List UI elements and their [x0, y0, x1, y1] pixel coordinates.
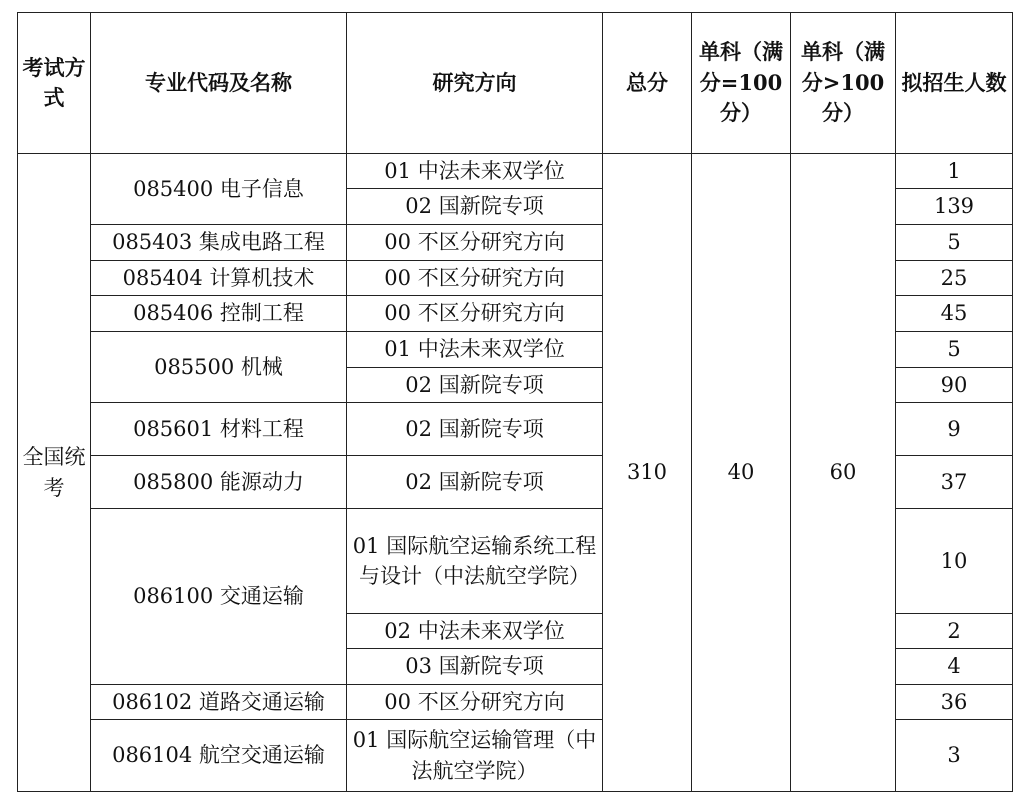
direction-cell: 03 国新院专项 [347, 649, 603, 685]
quota-cell: 139 [896, 189, 1013, 225]
direction-cell: 01 国际航空运输系统工程与设计（中法航空学院） [347, 509, 603, 614]
header-quota: 拟招生人数 [896, 13, 1013, 154]
exam-mode-cell: 全国统考 [18, 154, 91, 792]
header-exam-mode: 考试方式 [18, 13, 91, 154]
header-total-score: 总分 [603, 13, 692, 154]
quota-cell: 37 [896, 456, 1013, 509]
major-name-cell: 085500 机械 [91, 332, 347, 403]
major-name-cell: 086104 航空交通运输 [91, 720, 347, 792]
direction-cell: 02 国新院专项 [347, 456, 603, 509]
header-single-over-100: 单科（满分>100分） [791, 13, 896, 154]
quota-cell: 1 [896, 154, 1013, 189]
major-name-cell: 085406 控制工程 [91, 296, 347, 332]
single-100-cell: 40 [692, 154, 791, 792]
direction-cell: 02 国新院专项 [347, 368, 603, 403]
major-name-cell: 085800 能源动力 [91, 456, 347, 509]
direction-cell: 01 中法未来双学位 [347, 154, 603, 189]
quota-cell: 5 [896, 225, 1013, 261]
direction-cell: 00 不区分研究方向 [347, 261, 603, 296]
direction-cell: 00 不区分研究方向 [347, 296, 603, 332]
major-name-cell: 085403 集成电路工程 [91, 225, 347, 261]
quota-cell: 2 [896, 614, 1013, 649]
direction-cell: 02 国新院专项 [347, 189, 603, 225]
direction-cell: 01 中法未来双学位 [347, 332, 603, 368]
table-body [18, 154, 1013, 792]
major-name-cell: 085601 材料工程 [91, 403, 347, 456]
quota-cell: 45 [896, 296, 1013, 332]
single-over-100-cell: 60 [791, 154, 896, 792]
direction-cell: 01 国际航空运输管理（中法航空学院） [347, 720, 603, 792]
header-single-100: 单科（满分=100分） [692, 13, 791, 154]
table-row [18, 154, 1013, 189]
quota-cell: 10 [896, 509, 1013, 614]
quota-cell: 5 [896, 332, 1013, 368]
direction-cell: 00 不区分研究方向 [347, 225, 603, 261]
header-major: 专业代码及名称 [91, 13, 347, 154]
total-score-cell: 310 [603, 154, 692, 792]
quota-cell: 25 [896, 261, 1013, 296]
direction-cell: 02 国新院专项 [347, 403, 603, 456]
quota-cell: 3 [896, 720, 1013, 792]
major-name-cell: 085404 计算机技术 [91, 261, 347, 296]
major-name-cell: 086102 道路交通运输 [91, 685, 347, 720]
direction-cell: 00 不区分研究方向 [347, 685, 603, 720]
admissions-table-container [17, 12, 1013, 792]
quota-cell: 90 [896, 368, 1013, 403]
header-row [18, 13, 1013, 154]
quota-cell: 36 [896, 685, 1013, 720]
admissions-table [17, 12, 1013, 792]
quota-cell: 4 [896, 649, 1013, 685]
major-name-cell: 085400 电子信息 [91, 154, 347, 225]
quota-cell: 9 [896, 403, 1013, 456]
header-direction: 研究方向 [347, 13, 603, 154]
direction-cell: 02 中法未来双学位 [347, 614, 603, 649]
major-name-cell: 086100 交通运输 [91, 509, 347, 685]
